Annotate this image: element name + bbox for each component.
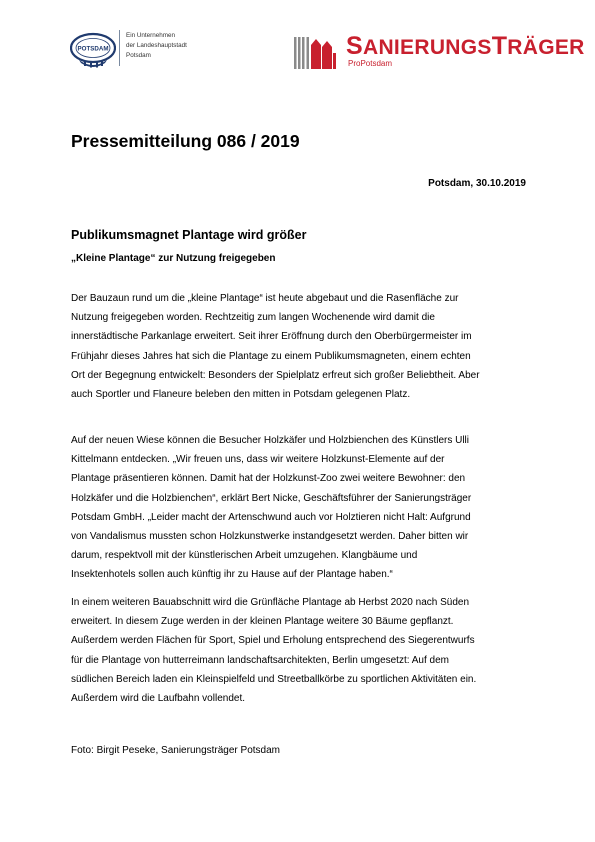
place-and-date: Potsdam, 30.10.2019 bbox=[428, 178, 526, 189]
logo-letter-t: T bbox=[491, 32, 508, 60]
photo-credit: Foto: Birgit Peseke, Sanierungsträger Potsdam bbox=[71, 745, 280, 756]
paragraph-line: innerstädtische Parkanlage erweitert. Seit ihrer Eröffnung durch den Oberbürgermeister im bbox=[71, 331, 472, 343]
paragraph-line: südlichen Bereich laden ein Kleinspielfeld und Streetballkörbe zu sportlichen Aktivitäten ein. bbox=[71, 673, 477, 685]
logo-word-part: ANIERUNGS bbox=[362, 36, 492, 59]
paragraph-line: Nutzung freigegeben worden. Rechtzeitig zum langen Wochenende wird damit die bbox=[71, 312, 435, 324]
body-paragraph bbox=[71, 289, 531, 404]
logo-letter-s: S bbox=[346, 32, 363, 60]
headline: Publikumsmagnet Plantage wird größer bbox=[71, 228, 307, 242]
paragraph-line: Kittelmann entdecken. „Wir freuen uns, dass wir weitere Holzkunst-Elemente auf der bbox=[71, 454, 445, 466]
paragraph-line: Außerdem wird die Laufbahn vollendet. bbox=[71, 692, 245, 704]
logo-word-end: RÄGER bbox=[507, 36, 585, 59]
building-bars-logo-icon bbox=[294, 33, 336, 71]
subheadline: „Kleine Plantage“ zur Nutzung freigegeben bbox=[71, 253, 276, 264]
city-logo-text bbox=[126, 31, 187, 61]
paragraph-line: darum, respektvoll mit der künstlerischen Arbeit umzugehen. Klangbäume und bbox=[71, 550, 418, 562]
city-logo-line: der Landeshauptstadt bbox=[126, 42, 187, 49]
paragraph-line: In einem weiteren Bauabschnitt wird die Grünfläche Plantage ab Herbst 2020 nach Süden bbox=[71, 597, 470, 608]
paragraph-line: Insektenhotels sollen auch künftig ihr zu Hause auf der Plantage haben.“ bbox=[71, 569, 393, 581]
paragraph-line: erweitert. In diesem Zuge werden in der kleinen Plantage weitere 30 Bäume gepflanzt. bbox=[71, 616, 454, 628]
paragraph-line: Auf der neuen Wiese können die Besucher Holzkäfer und Holzbienchen des Künstlers Ulli bbox=[71, 435, 470, 446]
logo-divider bbox=[119, 30, 120, 66]
body-paragraph bbox=[71, 593, 531, 708]
emblem-text: POTSDAM bbox=[77, 45, 109, 53]
city-logo-line: Ein Unternehmen bbox=[126, 32, 176, 39]
paragraph-line: Frühjahr dieses Jahres hat sich die Plantage zu einem Publikumsmagneten, einem echten bbox=[71, 350, 471, 362]
body-paragraph bbox=[71, 431, 531, 585]
paragraph-line: Plantage präsentieren können. Damit hat der Holzkunst-Zoo zwei weitere Bewohner: den bbox=[71, 473, 466, 485]
sanierungstraeger-logo-subtitle: ProPotsdam bbox=[348, 59, 393, 68]
city-logo-line: Potsdam bbox=[126, 52, 151, 59]
paragraph-line: Holzkäfer und die Holzbienchen“, erklärt Bert Nicke, Geschäftsführer der Sanierungsträger bbox=[71, 492, 472, 504]
paragraph-line: Ort der Begegnung entwickelt: Besonders der Spielplatz erfreut sich großer Beliebtheit. Aber bbox=[71, 369, 480, 381]
paragraph-line: Potsdam GmbH. „Leider macht der Artenschwund auch vor Holztieren nicht Halt: Aufgrund bbox=[71, 511, 471, 523]
paragraph-line: Der Bauzaun rund um die „kleine Plantage“ ist heute abgebaut und die Rasenfläche zur bbox=[71, 293, 459, 304]
paragraph-line: Außerdem werden Flächen für Sport, Spiel und Erholung entsprechend des Siegerentwurfs bbox=[71, 635, 475, 647]
paragraph-line: für die Plantage von hutterreimann landschaftsarchitekten, Berlin umgesetzt: Auf dem bbox=[71, 654, 449, 666]
press-release-title: Pressemitteilung 086 / 2019 bbox=[71, 131, 300, 151]
sanierungstraeger-logo-title bbox=[346, 32, 585, 61]
paragraph-line: von Vandalismus mussten schon Holzkunstwerke instandgesetzt werden. Daher bitten wir bbox=[71, 530, 469, 542]
potsdam-crown-logo-icon bbox=[70, 30, 116, 70]
paragraph-line: auch Sportler und Flaneure beleben den mitten in Potsdam gelegenen Platz. bbox=[71, 388, 411, 400]
